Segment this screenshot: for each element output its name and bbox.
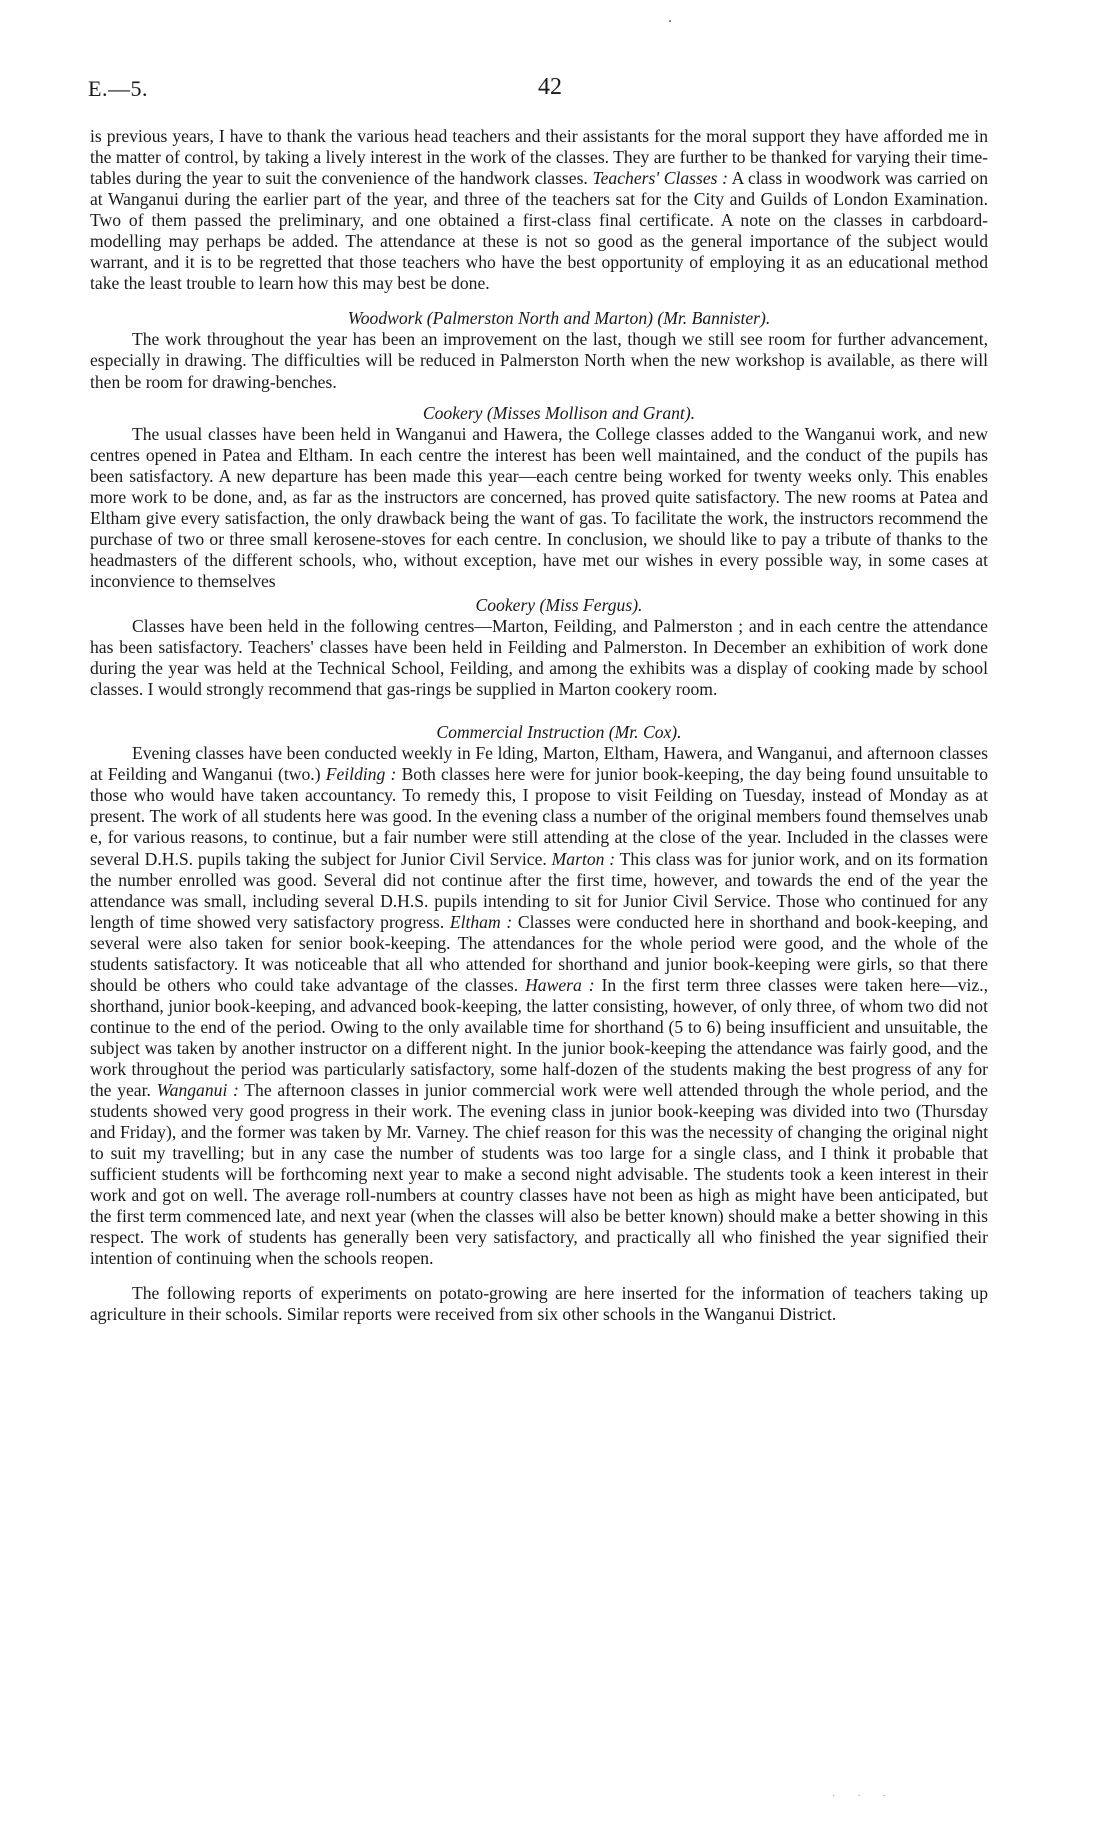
woodwork-paragraph: The work throughout the year has been an improvement on the last, though we still see room for further advancement, especially in drawing. The difficulties will be reduced in Palmerston North when the new workshop is available, as there will then be room for drawing-benches. bbox=[90, 329, 988, 392]
hawera-label: Hawera : bbox=[525, 974, 595, 995]
wanganui-label: Wanganui : bbox=[156, 1080, 239, 1101]
eltham-label: Eltham : bbox=[449, 911, 513, 932]
marton-label: Marton : bbox=[551, 848, 616, 869]
feilding-label: Feilding : bbox=[325, 764, 397, 785]
woodwork-heading: Woodwork (Palmerston North and Marton) (Mr. Bannister). bbox=[347, 308, 771, 329]
teachers-classes-label: Teachers' Classes : bbox=[592, 168, 728, 189]
commercial-paragraph bbox=[90, 743, 988, 1269]
commercial-text-3: This class was for junior work, and on its formation the number enrolled was good. Several did not continue after the first time, however, and towards the end of the year the attendance was small, including several D.H.S. pupils intending to sit for Junior Civil Service. Those who continued for any length of time showed very satisfactory progress. bbox=[90, 848, 988, 932]
cookery-mollison-heading: Cookery (Misses Mollison and Grant). bbox=[422, 402, 696, 423]
commercial-text-5: In the first term three classes were taken here—viz., shorthand, junior book-keeping, and advanced book-keeping, the latter consisting, however, of only three, of whom two did not continue to the end of the period. Owing to the only available time for shorthand (5 to 6) being insufficient and unsuitable, the subject was taken by another instructor on a different night. In the junior book-keeping the attendance was fairly good, and the work throughout the period was particularly satisfactory, some half-dozen of the students making the best progress of any for the year. bbox=[90, 974, 988, 1101]
page-number: 42 bbox=[538, 74, 562, 100]
intro-paragraph bbox=[90, 126, 988, 294]
intro-text-1: is previous years, I have to thank the various head teachers and their assistants for the moral support they have afforded me in the matter of control, by taking a lively interest in the work of the classes. They are further to be thanked for varying their time-tables during the year to suit the convenience of the handwork classes. bbox=[90, 126, 988, 189]
page-speck bbox=[669, 20, 671, 22]
intro-text-2: A class in woodwork was carried on at Wanganui during the earlier part of the year, and three of the teachers sat for the City and Guilds of London Examination. Two of them passed the preliminary, and one obtained a first-class final certificate. A note on the classes in carbdoard-modelling may perhaps be added. The attendance at these is not so good as the general importance of the subject would warrant, and it is to be regretted that those teachers who have the best opportunity of employing it as an educational method take the least trouble to learn how this may best be done. bbox=[90, 168, 988, 294]
commercial-text-4: Classes were conducted here in shorthand and book-keeping, and several were also taken for senior book-keeping. The attendances for the whole period were good, and the whole of the students satisfactory. It was noticeable that all who attended for shorthand and junior book-keeping were girls, so that there should be others who could take advantage of the classes. bbox=[90, 911, 988, 995]
commercial-text-2: Both classes here were for junior book-keeping, the day being found unsuitable to those who would have taken accountancy. To remedy this, I propose to visit Feilding on Tuesday, instead of Monday as at present. The work of all students here was good. In the evening class a number of the original members found themselves unab e, for various reasons, to continue, but a fair number were still attending at the close of the year. Included in the classes were several D.H.S. pupils taking the subject for Junior Civil Service. bbox=[90, 764, 988, 869]
cookery-fergus-heading: Cookery (Miss Fergus). bbox=[475, 594, 643, 615]
cookery-fergus-paragraph: Classes have been held in the following centres—Marton, Feilding, and Palmerston ; and in each centre the attendance has been satisfactory. Teachers' classes have been held in Feilding and Palmerston. In December an exhibition of work done during the year was held at the Technical School, Feilding, and among the exhibits was a display of cooking made by school classes. I would strongly recommend that gas-rings be supplied in Marton cookery room. bbox=[90, 616, 988, 700]
commercial-text-6: The afternoon classes in junior commercial work were well attended through the whole period, and the students showed very good progress in their work. The evening class in junior book-keeping was divided into two (Thursday and Friday), and the former was taken by Mr. Varney. The chief reason for this was the necessity of changing the original night to suit my travelling; but in any case the number of students was too large for a single class, and I think it probable that sufficient students will be forthcoming next year to make a second night advisable. The students took a keen interest in their work and got on well. The average roll-numbers at country classes have not been as high as might have been anticipated, but the first term commenced late, and next year (when the classes will also be better known) should make a better showing in this respect. The work of students has generally been very satisfactory, and practically all who finished the year signified their intention of continuing when the schools reopen. bbox=[90, 1080, 988, 1269]
potato-paragraph: The following reports of experiments on potato-growing are here inserted for the information of teachers taking up agriculture in their schools. Similar reports were received from six other schools in the Wanganui District. bbox=[90, 1283, 988, 1325]
commercial-text-1: Evening classes have been conducted weekly in Fe lding, Marton, Eltham, Hawera, and Wanganui, and afternoon classes at Feilding and Wanganui (two.) bbox=[90, 743, 988, 785]
cookery-mollison-paragraph: The usual classes have been held in Wanganui and Hawera, the College classes added to the Wanganui work, and new centres opened in Patea and Eltham. In each centre the interest has been well maintained, and the conduct of the pupils has been satisfactory. A new departure has been made this year—each centre being worked for twenty weeks only. This enables more work to be done, and, as far as the instructors are concerned, has proved quite satisfactory. The new rooms at Patea and Eltham give every satisfaction, the only drawback being the want of gas. To facilitate the work, the instructors recommend the purchase of two or three small kerosene-stoves for each centre. In conclusion, we should like to pay a tribute of thanks to the headmasters of the different schools, who, without exception, have met our wishes in every possible way, in some cases at inconvience to themselves bbox=[90, 423, 988, 591]
series-reference: E.—5. bbox=[88, 76, 148, 101]
page-specks: · · · bbox=[832, 1791, 896, 1802]
commercial-heading: Commercial Instruction (Mr. Cox). bbox=[436, 722, 682, 743]
report-body bbox=[90, 126, 988, 1326]
